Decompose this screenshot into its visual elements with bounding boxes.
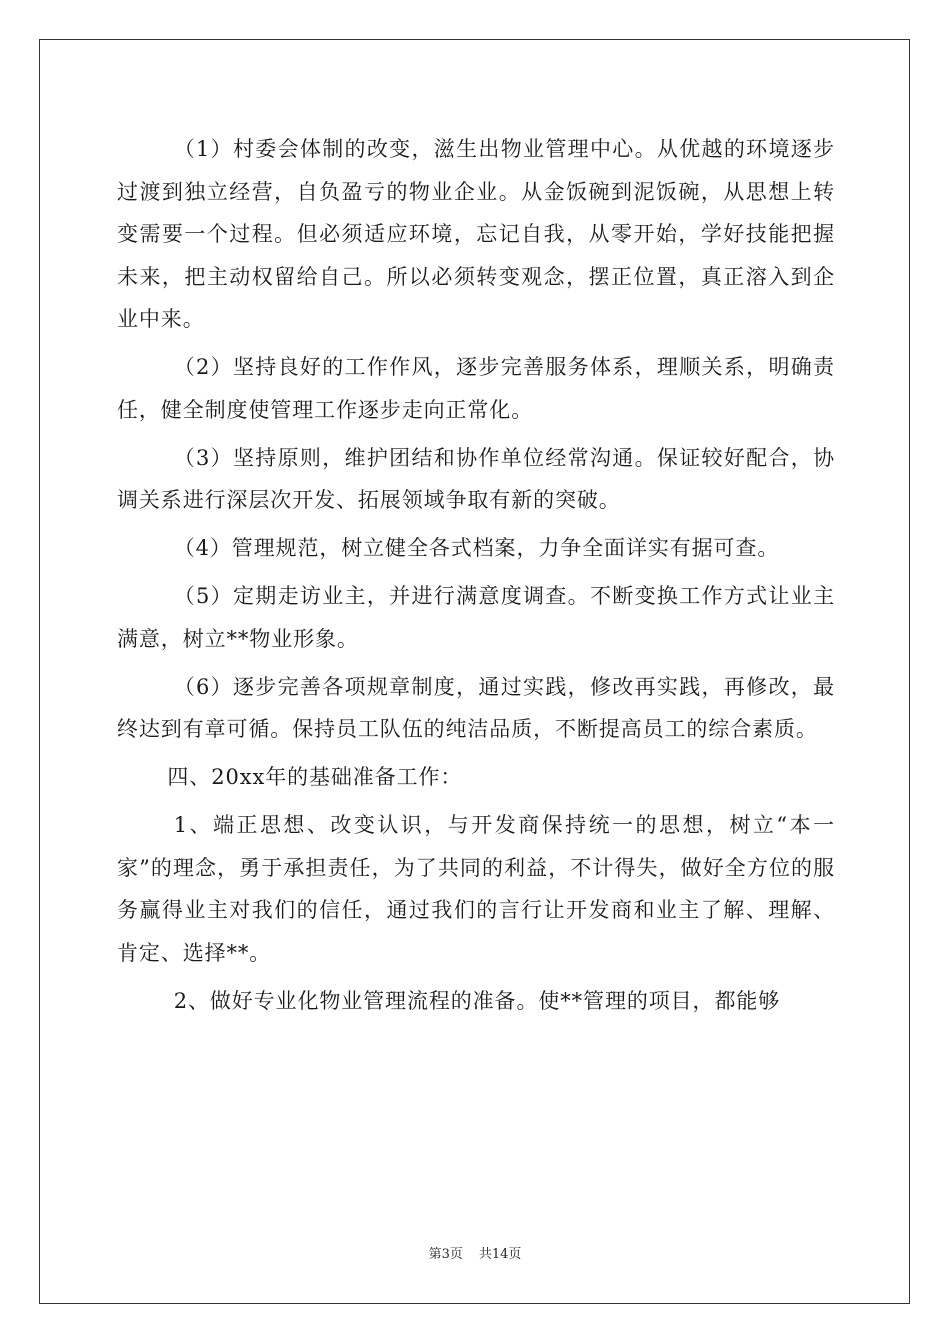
- page-footer: [0, 1243, 950, 1262]
- paragraph-7: 1、端正思想、改变认识，与开发商保持统一的思想，树立“本一家”的理念，勇于承担责任，为了共同的利益，不计得失，做好全方位的服务赢得业主对我们的信任，通过我们的言行让开发商和业主了解、理解、肯定、选择**。: [117, 813, 835, 965]
- section-heading: 四、20xx年的基础准备工作：: [167, 765, 463, 789]
- page-total: 共14页: [478, 1247, 522, 1262]
- paragraph-6: （6）逐步完善各项规章制度，通过实践，修改再实践，再修改，最终达到有章可循。保持员工队伍的纯洁品质，不断提高员工的综合素质。: [117, 674, 835, 741]
- paragraph-4: （4）管理规范，树立健全各式档案，力争全面详实有据可查。: [173, 536, 780, 560]
- paragraph-5: （5）定期走访业主，并进行满意度调查。不断变换工作方式让业主满意，树立**物业形象。: [117, 584, 835, 651]
- paragraph-8: 2、做好专业化物业管理流程的准备。使**管理的项目，都能够: [173, 988, 781, 1013]
- paragraph-2: （2）坚持良好的工作作风，逐步完善服务体系，理顺关系，明确责任，健全制度使管理工作逐步走向正常化。: [117, 355, 835, 422]
- page-number: 第3页: [428, 1247, 463, 1262]
- document-body: [117, 128, 835, 1028]
- paragraph-1: （1）村委会体制的改变，滋生出物业管理中心。从优越的环境逐步过渡到独立经营，自负盈亏的物业企业。从金饭碗到泥饭碗，从思想上转变需要一个过程。但必须适应环境，忘记自我，从零开始，学好技能把握未来，把主动权留给自己。所以必须转变观念，摆正位置，真正溶入到企业中来。: [117, 137, 835, 331]
- paragraph-3: （3）坚持原则，维护团结和协作单位经常沟通。保证较好配合，协调关系进行深层次开发、拓展领域争取有新的突破。: [117, 445, 835, 512]
